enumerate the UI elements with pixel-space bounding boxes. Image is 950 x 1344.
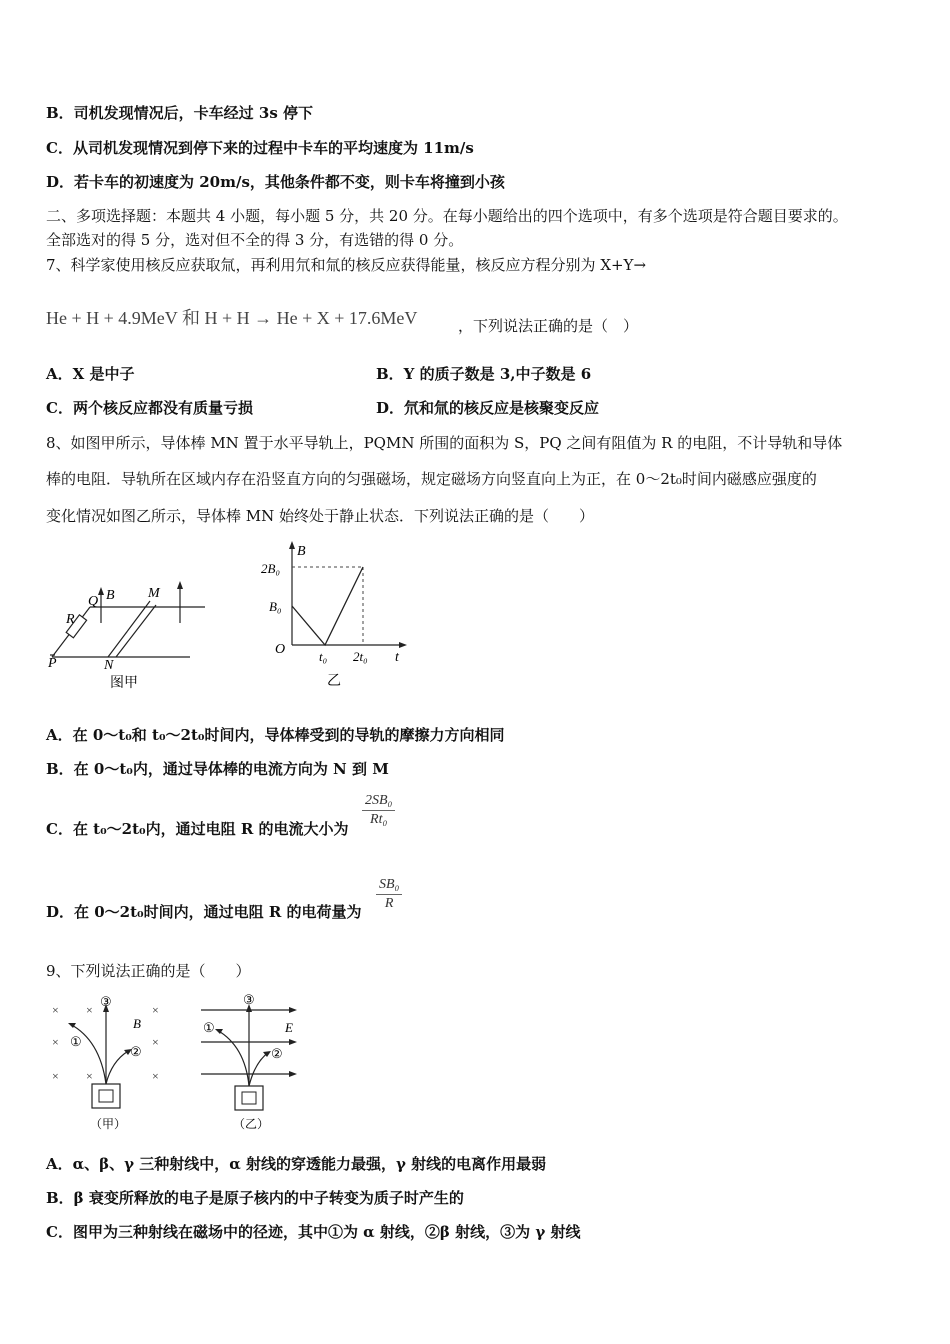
q9-fig2-label-e: E (285, 1020, 293, 1035)
q8-stem-line2: 棒的电阻．导轨所在区域内存在沿竖直方向的匀强磁场，规定磁场方向竖直向上为正，在 0～2t₀时间内磁感应强度的 (46, 470, 817, 488)
q8-option-c-fraction (362, 792, 395, 829)
svg-text:×: × (152, 1069, 159, 1083)
q7-formula (46, 304, 417, 330)
q8-option-a: A．在 0～t₀和 t₀～2t₀时间内，导体棒受到的导轨的摩擦力方向相同 (46, 726, 505, 744)
q9-fig2-label-1: ① (203, 1020, 215, 1035)
q9-fig1-label-b: B (133, 1016, 141, 1031)
q9-fig2-caption: （乙） (233, 1117, 270, 1131)
q8-option-d-numerator: SB₀ (376, 876, 402, 895)
q9-option-c: C．图甲为三种射线在磁场中的径迹，其中①为 α 射线，②β 射线，③为 γ 射线 (46, 1223, 581, 1241)
q7-option-a: A．X 是中子 (46, 365, 135, 383)
q7-stem-tail: ，下列说法正确的是（ ） (458, 317, 639, 335)
fig2-axis-b: B (297, 544, 306, 559)
q8-option-b: B．在 0～t₀内，通过导体棒的电流方向为 N 到 M (46, 760, 389, 778)
q9-fig2-label-3: ③ (243, 992, 255, 1007)
fig1-label-r: R (66, 612, 75, 627)
q8-option-c-denominator: Rt₀ (370, 812, 388, 827)
q9-fig2-label-2: ② (271, 1046, 283, 1061)
fig2-tick-2t0: 2t₀ (353, 649, 368, 664)
q8-stem-line1: 8、如图甲所示，导体棒 MN 置于水平导轨上，PQMN 所围的面积为 S，PQ 之间有阻值为 R 的电阻，不计导轨和导体 (46, 434, 843, 452)
q7-option-d: D．氘和氚的核反应是核聚变反应 (376, 399, 600, 417)
q6-option-d: D．若卡车的初速度为 20m/s，其他条件都不变，则卡车将撞到小孩 (46, 173, 505, 191)
svg-text:×: × (152, 1035, 159, 1049)
svg-text:×: × (86, 1069, 93, 1083)
q8-option-d-fraction (376, 876, 402, 913)
q8-figure-graph (255, 535, 415, 690)
q7-stem: 7、科学家使用核反应获取氚，再利用氘和氚的核反应获得能量，核反应方程分别为 X+Y→ (46, 256, 647, 274)
q8-option-c: C．在 t₀～2t₀内，通过电阻 R 的电流大小为 (46, 820, 349, 838)
svg-text:×: × (52, 1003, 59, 1017)
fig2-origin: O (275, 642, 286, 657)
q8-stem-line3: 变化情况如图乙所示，导体棒 MN 始终处于静止状态．下列说法正确的是（ ） (46, 507, 595, 525)
fig1-label-q: Q (88, 594, 99, 609)
svg-text:×: × (152, 1003, 159, 1017)
fig2-axis-t: t (395, 650, 399, 665)
section2-instructions-line2: 全部选对的得 5 分，选对但不全的得 3 分，有选错的得 0 分。 (46, 231, 464, 249)
svg-text:×: × (86, 1003, 93, 1017)
q9-figure-magnetic (40, 990, 180, 1135)
q9-figure-electric (195, 990, 305, 1135)
fig1-label-b: B (106, 588, 115, 603)
q9-fig1-label-1: ① (70, 1034, 82, 1049)
q8-option-d: D．在 0～2t₀时间内，通过电阻 R 的电荷量为 (46, 903, 362, 921)
q9-stem: 9、下列说法正确的是（ ） (46, 962, 251, 980)
q6-option-c: C．从司机发现情况到停下来的过程中卡车的平均速度为 11m/s (46, 139, 474, 157)
q7-formula-text: He + H + 4.9MeV 和 H + H → He + X + 17.6MeV (46, 308, 418, 328)
fig1-label-m: M (148, 586, 160, 601)
fig1-caption: 图甲 (110, 676, 138, 690)
q9-fig1-label-2: ② (130, 1044, 142, 1059)
fig1-label-n: N (104, 658, 114, 673)
q8-figure-rails (40, 575, 220, 690)
q9-fig1-crosses (52, 1003, 159, 1083)
q9-fig1-label-3: ③ (100, 994, 112, 1009)
q9-option-b: B．β 衰变所释放的电子是原子核内的中子转变为质子时产生的 (46, 1189, 464, 1207)
svg-text:×: × (52, 1035, 59, 1049)
fig1-label-p: P (48, 656, 57, 671)
fig2-tick-b0: B₀ (269, 599, 282, 614)
q7-option-b: B．Y 的质子数是 3,中子数是 6 (376, 365, 592, 383)
q7-option-c: C．两个核反应都没有质量亏损 (46, 399, 253, 417)
q9-fig1-caption: （甲） (90, 1117, 127, 1131)
q6-option-b: B．司机发现情况后，卡车经过 3s 停下 (46, 104, 314, 122)
svg-text:×: × (52, 1069, 59, 1083)
section2-instructions-line1: 二、多项选择题：本题共 4 小题，每小题 5 分，共 20 分。在每小题给出的四个选项中，有多个选项是符合题目要求的。 (46, 207, 848, 225)
fig2-caption: 乙 (327, 674, 341, 689)
fig2-tick-t0: t₀ (319, 649, 328, 664)
fig2-tick-2b0: 2B₀ (261, 561, 280, 576)
q8-option-c-numerator: 2SB₀ (362, 792, 395, 811)
q9-option-a: A．α、β、γ 三种射线中，α 射线的穿透能力最强，γ 射线的电离作用最弱 (46, 1155, 547, 1173)
q8-option-d-denominator: R (384, 896, 394, 911)
